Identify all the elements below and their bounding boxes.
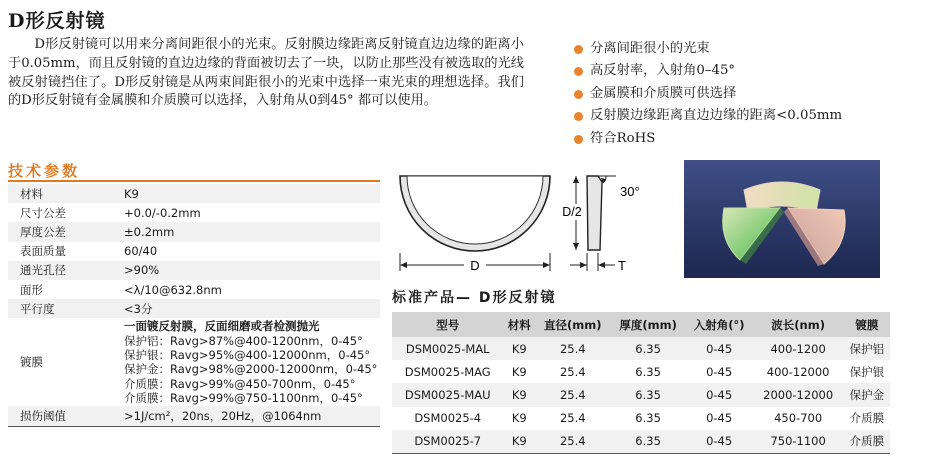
spec-key: 面形: [8, 280, 112, 299]
cell-coating: 保护银: [844, 360, 890, 383]
spec-key: 平行度: [8, 299, 112, 318]
cell-wavelength: 2000-12000: [753, 383, 844, 406]
arrow-right-icon: [543, 262, 550, 268]
cell-model: DSM0025-MAU: [392, 383, 503, 406]
table-row: [8, 184, 380, 203]
spec-key: 表面质量: [8, 242, 112, 261]
spec-value: <3分: [112, 299, 380, 318]
cell-angle: 0-45: [686, 407, 753, 430]
table-row: [8, 280, 380, 299]
column-header: 材料: [503, 312, 535, 337]
coating-line: 一面镀反射膜，反面细磨或者检测抛光: [124, 319, 320, 334]
cell-coating: 保护铝: [844, 337, 890, 360]
cell-wavelength: 750-1100: [753, 430, 844, 454]
cell-coating: 介质膜: [844, 430, 890, 454]
table-row: [392, 337, 890, 360]
spec-value: <λ/10@632.8nm: [112, 280, 380, 299]
cell-diameter: 25.4: [535, 360, 610, 383]
column-header: 型号: [392, 312, 503, 337]
spec-value: 60/40: [112, 242, 380, 261]
spec-key: 镀膜: [8, 318, 112, 406]
feature-list: [572, 38, 842, 150]
intro-paragraph: D形反射镜可以用来分离间距很小的光束。反射膜边缘距离反射镜直边边缘的距离小于0.05mm，而且反射镜的直边边缘的背面被切去了一块，以防止那些没有被选取的光线被反射镜挡住了。D形反射镜是从两束间距很小的光束中选择一束光束的理想选择。我们的D形反射镜有金属膜和介质膜可以选择，入射角从0到45° 都可以使用。: [8, 37, 524, 109]
product-photo: [684, 160, 880, 278]
spec-key: 损伤阈值: [8, 406, 112, 426]
spec-value: ±0.2mm: [112, 222, 380, 241]
cell-thickness: 6.35: [610, 383, 685, 406]
spec-value: K9: [112, 184, 380, 203]
table-row: [8, 318, 380, 406]
cell-wavelength: 450-700: [753, 407, 844, 430]
coating-line: 介质膜：Ravg>99%@750-1100nm，0-45°: [124, 391, 363, 406]
bullet-dot-icon: [574, 45, 583, 54]
spec-key: 材料: [8, 184, 112, 203]
table-header-row: [392, 312, 890, 337]
cell-model: DSM0025-4: [392, 407, 503, 430]
table-row: [8, 242, 380, 261]
cell-material: K9: [503, 407, 535, 430]
cell-diameter: 25.4: [535, 407, 610, 430]
feature-item: 金属膜和介质膜可供选择: [572, 83, 842, 105]
spec-value: +0.0/-0.2mm: [112, 203, 380, 222]
coating-line: 保护金：Ravg>98%@2000-12000nm，0-45°: [124, 362, 378, 377]
standard-products-title: 标准产品— D形反射镜: [392, 290, 557, 306]
coating-lines: [112, 318, 380, 406]
table-row: [8, 203, 380, 222]
arrow-left-icon: [598, 262, 605, 268]
cell-diameter: 25.4: [535, 337, 610, 360]
column-header: 镀膜: [844, 312, 890, 337]
arrow-up-icon: [573, 176, 579, 183]
arrow-down-icon: [573, 243, 579, 250]
cell-coating: 保护金: [844, 383, 890, 406]
page-title: D形反射镜: [8, 10, 106, 32]
cell-thickness: 6.35: [610, 430, 685, 454]
cell-model: DSM0025-7: [392, 430, 503, 454]
cell-angle: 0-45: [686, 360, 753, 383]
cell-wavelength: 400-1200: [753, 337, 844, 360]
cell-material: K9: [503, 383, 535, 406]
table-row: [392, 430, 890, 454]
bullet-dot-icon: [574, 112, 583, 121]
cell-model: DSM0025-MAG: [392, 360, 503, 383]
cell-thickness: 6.35: [610, 337, 685, 360]
label-d: D: [470, 258, 480, 273]
cell-diameter: 25.4: [535, 430, 610, 454]
cell-material: K9: [503, 337, 535, 360]
spec-section-title: 技术参数: [8, 162, 81, 180]
feature-item: 符合RoHS: [572, 128, 842, 150]
cell-coating: 介质膜: [844, 407, 890, 430]
label-t: T: [618, 258, 626, 273]
cell-thickness: 6.35: [610, 407, 685, 430]
arrow-left-icon: [400, 262, 407, 268]
cell-angle: 0-45: [686, 337, 753, 360]
feature-item: 分离间距很小的光束: [572, 38, 842, 60]
coating-line: 保护铝：Ravg>87%@400-1200nm，0-45°: [124, 333, 363, 348]
coating-line: 保护银：Ravg>95%@400-12000nm，0-45°: [124, 347, 371, 362]
table-row: [392, 360, 890, 383]
cell-thickness: 6.35: [610, 360, 685, 383]
d-mirror-side-outline: [587, 176, 602, 250]
label-angle: 30°: [620, 184, 640, 199]
bullet-dot-icon: [574, 135, 583, 144]
spec-value: >90%: [112, 261, 380, 280]
spec-key: 厚度公差: [8, 222, 112, 241]
coating-line: 介质膜：Ravg>99%@450-700nm，0-45°: [124, 376, 356, 391]
table-row: [8, 299, 380, 318]
spec-value: >1J/cm²，20ns，20Hz，@1064nm: [112, 406, 380, 426]
label-d2: D/2: [562, 205, 582, 219]
cell-wavelength: 400-12000: [753, 360, 844, 383]
table-row: [392, 407, 890, 430]
spec-divider: [8, 180, 380, 182]
photo-background: [684, 160, 880, 278]
table-row: [8, 222, 380, 241]
bullet-dot-icon: [574, 67, 583, 76]
column-header: 波长(nm): [753, 312, 844, 337]
spec-key: 通光孔径: [8, 261, 112, 280]
feature-item: 高反射率，入射角0–45°: [572, 60, 842, 82]
spec-table: [8, 184, 380, 427]
mirror-dimension-diagram: [390, 168, 660, 280]
table-row: [8, 406, 380, 426]
cell-material: K9: [503, 360, 535, 383]
table-row: [392, 383, 890, 406]
standard-products-table: [392, 312, 890, 454]
feature-item: 反射膜边缘距离直边边缘的距离<0.05mm: [572, 105, 842, 127]
cell-model: DSM0025-MAL: [392, 337, 503, 360]
cell-angle: 0-45: [686, 430, 753, 454]
column-header: 入射角(°): [686, 312, 753, 337]
table-row: [8, 261, 380, 280]
arrow-right-icon: [580, 262, 587, 268]
spec-key: 尺寸公差: [8, 203, 112, 222]
cell-diameter: 25.4: [535, 383, 610, 406]
bullet-dot-icon: [574, 90, 583, 99]
column-header: 厚度(mm): [610, 312, 685, 337]
column-header: 直径(mm): [535, 312, 610, 337]
cell-angle: 0-45: [686, 383, 753, 406]
cell-material: K9: [503, 430, 535, 454]
